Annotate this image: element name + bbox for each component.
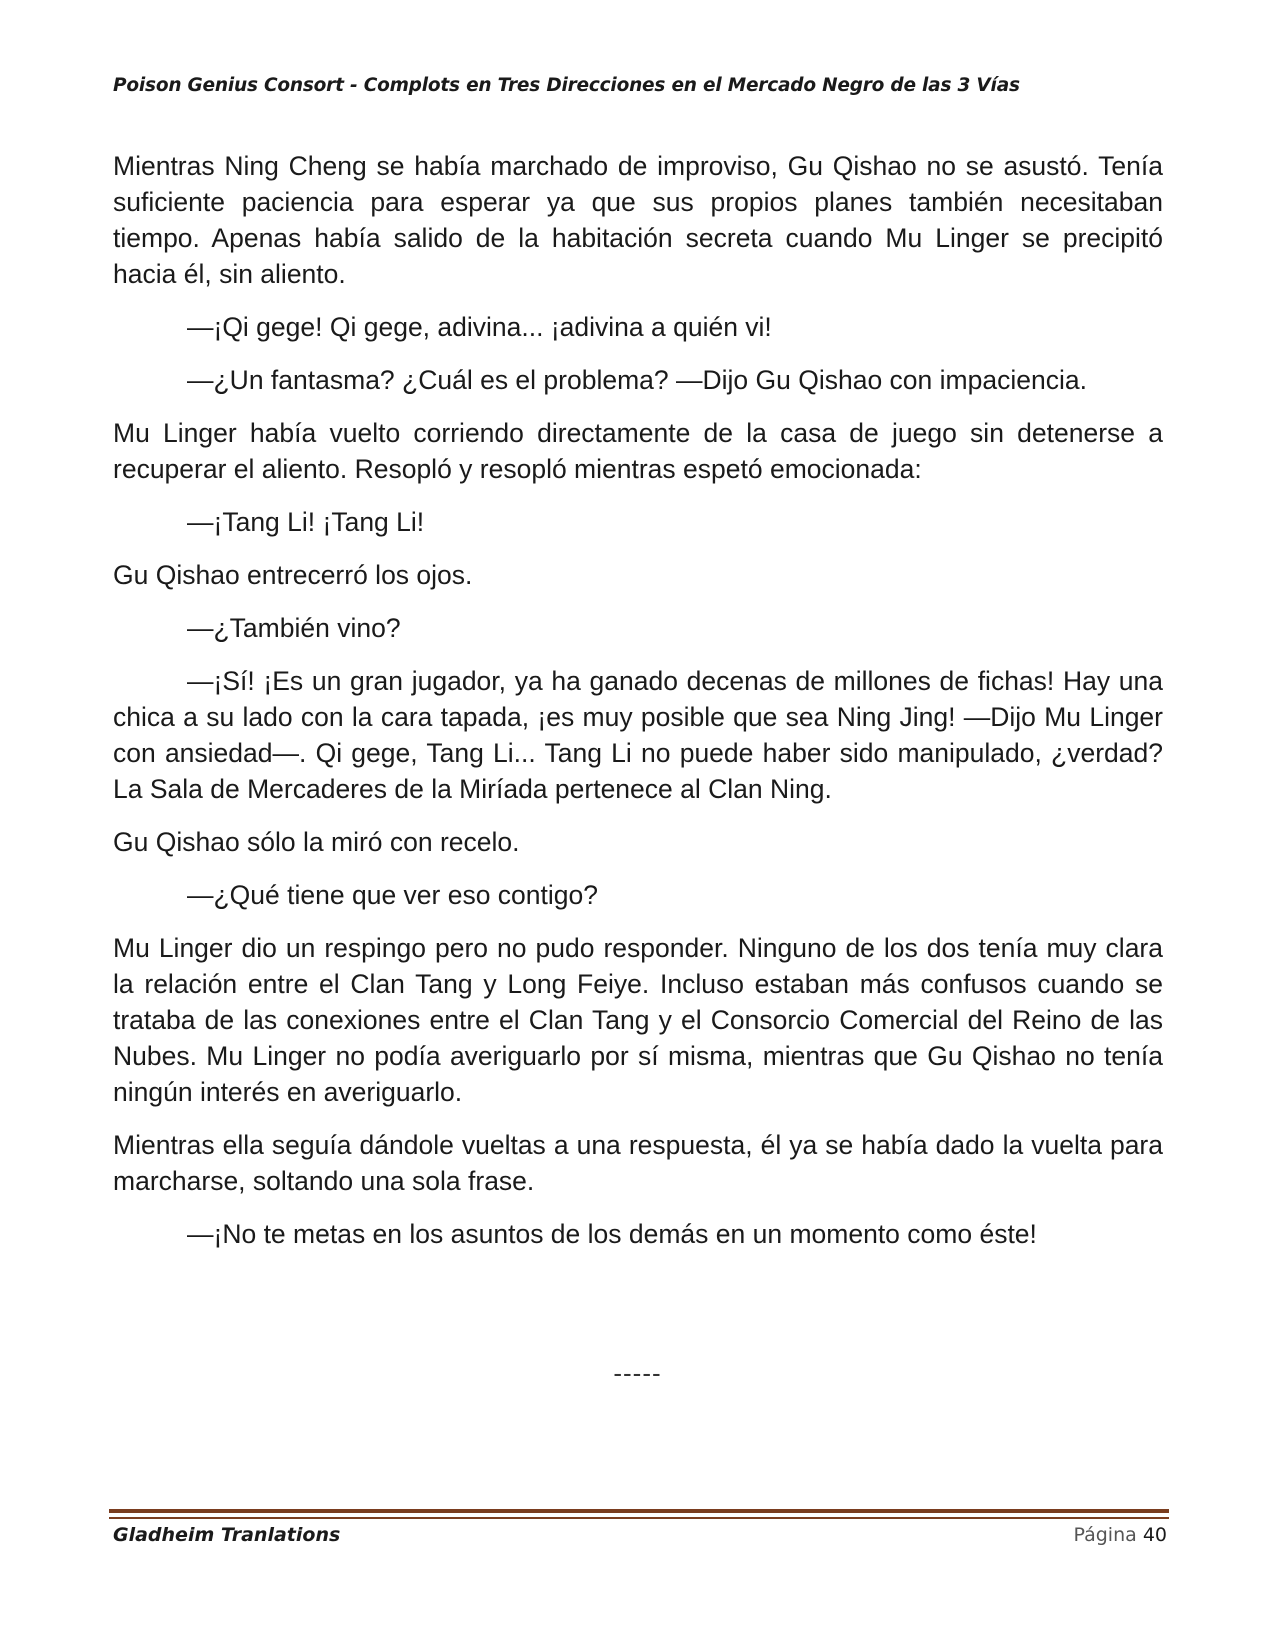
paragraph: Mientras Ning Cheng se había marchado de improviso, Gu Qishao no se asustó. Tenía suficiente paciencia para esperar ya que sus propios planes también necesitaban tiempo. Apenas había salido de la habitación secreta cuando Mu Linger se precipitó hacia él, sin aliento. (113, 151, 1163, 289)
dialog-line: —¡No te metas en los asuntos de los demás en un momento como éste! (187, 1219, 1037, 1249)
dialog-line: —¡Qi gege! Qi gege, adivina... ¡adivina a quién vi! (187, 312, 772, 342)
page-label: Página (1073, 1524, 1137, 1546)
document-body (113, 148, 1163, 1269)
dialog-line: —¿Qué tiene que ver eso contigo? (187, 880, 598, 910)
footer-rule (109, 1509, 1169, 1513)
paragraph: Mu Linger dio un respingo pero no pudo responder. Ninguno de los dos tenía muy clara la relación entre el Clan Tang y Long Feiye. Incluso estaban más confusos cuando se trataba de las conexiones entre el Clan Tang y el Consorcio Comercial del Reino de las Nubes. Mu Linger no podía averiguarlo por sí misma, mientras que Gu Qishao no tenía ningún interés en averiguarlo. (113, 933, 1163, 1107)
paragraph: Mientras ella seguía dándole vueltas a una respuesta, él ya se había dado la vuelta para marcharse, soltando una sola frase. (113, 1130, 1163, 1196)
paragraph: Mu Linger había vuelto corriendo directamente de la casa de juego sin detenerse a recuperar el aliento. Resopló y resopló mientras espetó emocionada: (113, 418, 1163, 484)
paragraph: Gu Qishao entrecerró los ojos. (113, 560, 473, 590)
dialog-line: —¿Un fantasma? ¿Cuál es el problema? —Dijo Gu Qishao con impaciencia. (187, 365, 1087, 395)
footer-translator-name: Gladheim Tranlations (113, 1524, 341, 1546)
dialog-line: —¡Tang Li! ¡Tang Li! (187, 507, 425, 537)
dialog-line: —¿También vino? (187, 613, 401, 643)
page-header-title: Poison Genius Consort - Complots en Tres Direcciones en el Mercado Negro de las 3 Vías (113, 75, 1020, 96)
page-number: 40 (1142, 1524, 1167, 1546)
section-separator: ----- (613, 1358, 662, 1388)
footer-rule-thin (109, 1517, 1169, 1519)
dialog-line: —¡Sí! ¡Es un gran jugador, ya ha ganado decenas de millones de fichas! Hay una chica a su lado con la cara tapada, ¡es muy posible que sea Ning Jing! —Dijo Mu Linger con ansiedad—. Qi gege, Tang Li... Tang Li no puede haber sido manipulado, ¿verdad? La Sala de Mercaderes de la Miríada pertenece al Clan Ning. (113, 666, 1163, 804)
paragraph: Gu Qishao sólo la miró con recelo. (113, 827, 520, 857)
footer-page-number (1073, 1524, 1167, 1546)
